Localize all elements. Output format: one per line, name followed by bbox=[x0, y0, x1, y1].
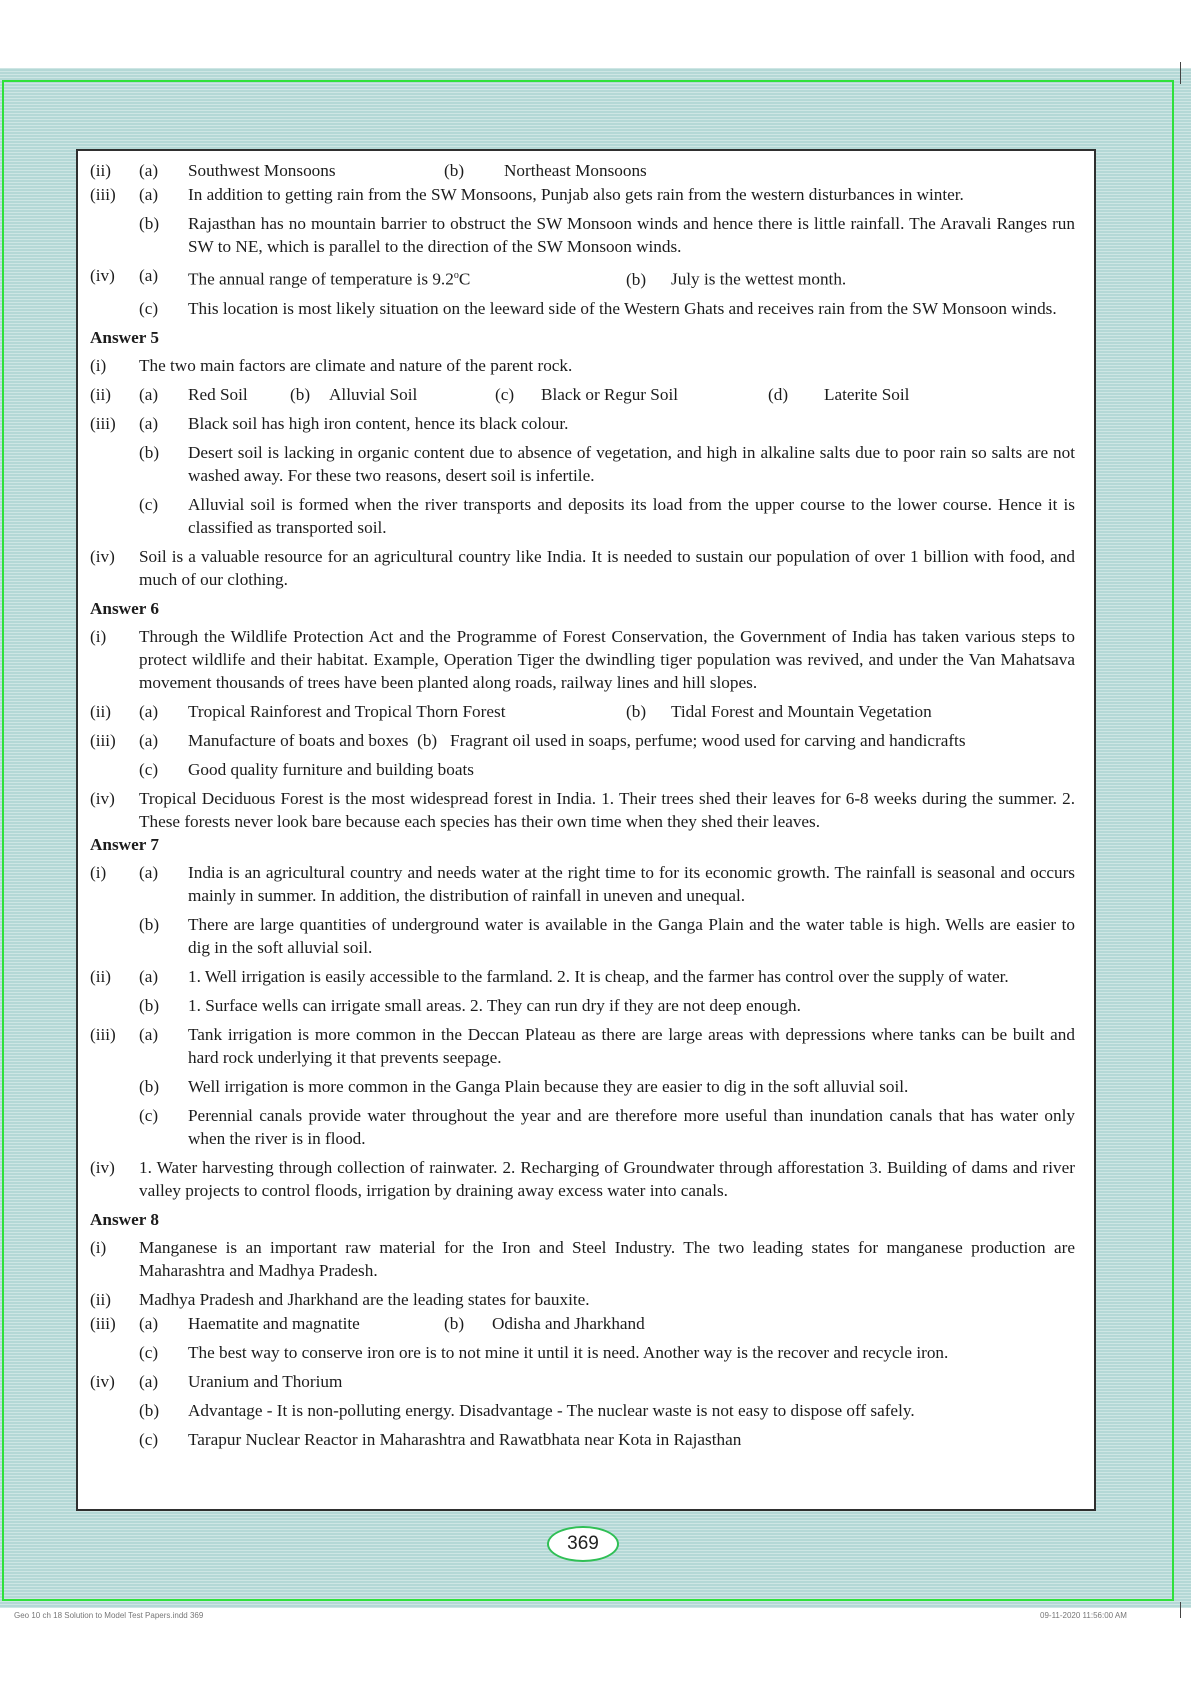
answer-text: Perennial canals provide water throughout the year and are therefore more useful than inundation canals that has water only when the river is in flood. bbox=[188, 1105, 1075, 1148]
q-number: (ii) bbox=[90, 384, 111, 404]
answer-heading: Answer 7 bbox=[90, 834, 159, 854]
sub-label: (b) bbox=[444, 1313, 465, 1333]
sub-label: (c) bbox=[139, 298, 159, 318]
footer-file-slug: Geo 10 ch 18 Solution to Model Test Papers.indd 369 bbox=[14, 1611, 204, 1620]
sub-label: (c) bbox=[139, 1342, 159, 1362]
answer-row bbox=[90, 994, 1075, 1017]
answer-text: Manufacture of boats and boxes (b) Fragrant oil used in soaps, perfume; wood used for carving and handicrafts bbox=[188, 730, 966, 750]
sub-label: (a) bbox=[139, 185, 159, 204]
sub-label: (a) bbox=[139, 862, 159, 882]
sub-label: (b) bbox=[626, 269, 647, 289]
q-number: (i) bbox=[90, 355, 107, 375]
q-number: (iv) bbox=[90, 546, 115, 566]
answer-row bbox=[90, 1156, 1075, 1202]
answer-row bbox=[90, 383, 1075, 406]
answer-text: Tarapur Nuclear Reactor in Maharashtra and Rawatbhata near Kota in Rajasthan bbox=[188, 1429, 742, 1449]
q-number: (ii) bbox=[90, 701, 111, 721]
q-number: (iv) bbox=[90, 788, 115, 808]
q-number: (i) bbox=[90, 626, 107, 646]
answer-text: C bbox=[458, 269, 471, 289]
answer-row bbox=[90, 1236, 1075, 1282]
answer-row bbox=[90, 264, 1075, 291]
answer-text: Black soil has high iron content, hence its black colour. bbox=[188, 413, 569, 433]
answer-content-box bbox=[76, 149, 1096, 1511]
answer-heading: Answer 8 bbox=[90, 1209, 159, 1229]
sub-label: (a) bbox=[139, 161, 159, 180]
sub-label: (a) bbox=[139, 730, 159, 750]
sub-label: (a) bbox=[139, 384, 159, 404]
answer-row bbox=[90, 354, 1075, 377]
footer-timestamp: 09-11-2020 11:56:00 AM bbox=[1040, 1611, 1127, 1620]
degree-sign: o bbox=[453, 270, 459, 281]
answer-text: The best way to conserve iron ore is to not mine it until it is need. Another way is the recover and recycle iron. bbox=[188, 1342, 949, 1362]
answer-text: Good quality furniture and building boats bbox=[188, 759, 474, 779]
answer-text: 1. Water harvesting through collection of rainwater. 2. Recharging of Groundwater through afforestation 3. Building of dams and river valley projects to control floods, irrigation by draining away excess water into canals. bbox=[139, 1157, 1075, 1200]
answer-text: Tropical Rainforest and Tropical Thorn Forest bbox=[188, 701, 506, 721]
answer-row bbox=[90, 545, 1075, 591]
answer-text: Tidal Forest and Mountain Vegetation bbox=[671, 701, 932, 721]
answer-row bbox=[90, 1312, 1075, 1335]
crop-mark bbox=[1180, 62, 1181, 84]
answer-row bbox=[90, 412, 1075, 435]
answer-text: Uranium and Thorium bbox=[188, 1371, 343, 1391]
sub-label: (a) bbox=[139, 1313, 159, 1333]
sub-label: (b) bbox=[139, 214, 160, 233]
answer-row bbox=[90, 1341, 1075, 1364]
answer-text: Black or Regur Soil bbox=[541, 384, 679, 404]
sub-label: (b) bbox=[290, 384, 311, 404]
q-number: (iv) bbox=[90, 1157, 115, 1177]
q-number: (iii) bbox=[90, 185, 116, 204]
answer-row bbox=[90, 861, 1075, 907]
answer-text: Advantage - It is non-polluting energy. Disadvantage - The nuclear waste is not easy to dispose off safely. bbox=[188, 1400, 915, 1420]
answer-row bbox=[90, 1428, 1075, 1451]
crop-mark bbox=[1180, 1602, 1181, 1618]
answer-text: The two main factors are climate and nature of the parent rock. bbox=[139, 355, 573, 375]
answer-row bbox=[90, 1104, 1075, 1150]
answer-row bbox=[90, 1399, 1075, 1422]
sub-label: (b) bbox=[626, 701, 647, 721]
sub-label: (a) bbox=[139, 266, 159, 285]
answer-row bbox=[90, 183, 1075, 206]
q-number: (i) bbox=[90, 1237, 107, 1257]
sub-label: (c) bbox=[139, 1429, 159, 1449]
answer-text: Soil is a valuable resource for an agricultural country like India. It is needed to sustain our population of over 1 billion with food, and much of our clothing. bbox=[139, 546, 1075, 589]
q-number: (iii) bbox=[90, 413, 116, 433]
answer-text: Odisha and Jharkhand bbox=[492, 1313, 645, 1333]
sub-label: (a) bbox=[139, 1024, 159, 1044]
q-number: (ii) bbox=[90, 1289, 111, 1309]
sub-label: (a) bbox=[139, 966, 159, 986]
answer-text: Rajasthan has no mountain barrier to obstruct the SW Monsoon winds and hence there is little rainfall. The Aravali Ranges run SW to NE, which is parallel to the direction of the SW Monsoon winds. bbox=[188, 214, 1075, 256]
answer-text: Red Soil bbox=[188, 384, 248, 404]
answer-text: Manganese is an important raw material for the Iron and Steel Industry. The two leading states for manganese production are Maharashtra and Madhya Pradesh. bbox=[139, 1237, 1075, 1280]
answer-text: Through the Wildlife Protection Act and the Programme of Forest Conservation, the Government of India has taken various steps to protect wildlife and their habitat. Example, Operation Tiger the dwindling tiger population was revived, and under the Van Mahatsava movement thousands of trees have been planted along roads, railway lines and hill slopes. bbox=[139, 626, 1075, 692]
answer-text: Haematite and magnatite bbox=[188, 1313, 360, 1333]
answer-text: Desert soil is lacking in organic content due to absence of vegetation, and high in alkaline salts due to poor rain so salts are not washed away. For these two reasons, desert soil is infertile. bbox=[188, 442, 1075, 485]
answer-text: July is the wettest month. bbox=[671, 269, 847, 289]
q-number: (ii) bbox=[90, 966, 111, 986]
answer-row bbox=[90, 729, 1075, 752]
answer-row bbox=[90, 965, 1075, 988]
answer-text: 1. Well irrigation is easily accessible to the farmland. 2. It is cheap, and the farmer has control over the supply of water. bbox=[188, 966, 1009, 986]
sub-label: (c) bbox=[495, 384, 515, 404]
q-number: (iii) bbox=[90, 730, 116, 750]
answer-row bbox=[90, 1288, 1075, 1311]
q-number: (iii) bbox=[90, 1024, 116, 1044]
answer-text: Alluvial soil is formed when the river transports and deposits its load from the upper course to the lower course. Hence it is classified as transported soil. bbox=[188, 494, 1075, 537]
sub-label: (b) bbox=[139, 914, 160, 934]
sub-label: (b) bbox=[444, 161, 465, 180]
answer-row bbox=[90, 787, 1075, 833]
sub-label: (c) bbox=[139, 1105, 159, 1125]
q-number: (iv) bbox=[90, 1371, 115, 1391]
answer-row bbox=[90, 758, 1075, 781]
answer-text: The annual range of temperature is 9.2 bbox=[188, 269, 454, 289]
sub-label: (b) bbox=[139, 1400, 160, 1420]
page-number: 369 bbox=[547, 1526, 619, 1562]
sub-label: (d) bbox=[768, 384, 789, 404]
sub-label: (c) bbox=[139, 494, 159, 514]
answer-text: Tropical Deciduous Forest is the most widespread forest in India. 1. Their trees shed their leaves for 6-8 weeks during the summer. 2. These forests never look bare because each species has their own time when they shed their leaves. bbox=[139, 788, 1075, 831]
sub-label: (c) bbox=[139, 759, 159, 779]
sub-label: (b) bbox=[139, 442, 160, 462]
answer-heading: Answer 5 bbox=[90, 327, 159, 347]
q-number: (ii) bbox=[90, 161, 111, 180]
answer-text: Laterite Soil bbox=[824, 384, 910, 404]
answer-row bbox=[90, 913, 1075, 959]
answer-text: Tank irrigation is more common in the Deccan Plateau as there are large areas with depressions where tanks can be built and hard rock underlying it that prevents seepage. bbox=[188, 1024, 1075, 1067]
answer-row bbox=[90, 1023, 1075, 1069]
q-number: (iv) bbox=[90, 266, 115, 285]
answer-text: India is an agricultural country and needs water at the right time to for its economic growth. The rainfall is seasonal and occurs mainly in summer. In addition, the distribution of rainfall in uneven and unequal. bbox=[188, 862, 1075, 905]
sub-label: (a) bbox=[139, 413, 159, 433]
sub-label: (b) bbox=[139, 995, 160, 1015]
sub-label: (b) bbox=[139, 1076, 160, 1096]
answer-row bbox=[90, 441, 1075, 487]
answer-row bbox=[90, 212, 1075, 258]
answer-row bbox=[90, 700, 1075, 723]
answer-text: In addition to getting rain from the SW Monsoons, Punjab also gets rain from the western disturbances in winter. bbox=[188, 185, 964, 204]
answer-text: Northeast Monsoons bbox=[504, 161, 647, 180]
sub-label: (a) bbox=[139, 701, 159, 721]
q-number: (i) bbox=[90, 862, 107, 882]
answer-text: 1. Surface wells can irrigate small areas. 2. They can run dry if they are not deep enough. bbox=[188, 995, 801, 1015]
answer-heading: Answer 6 bbox=[90, 598, 159, 618]
answer-row bbox=[90, 1370, 1075, 1393]
answer-row bbox=[90, 297, 1075, 320]
answer-row bbox=[90, 625, 1075, 694]
answer-row bbox=[90, 493, 1075, 539]
answer-text: Well irrigation is more common in the Ganga Plain because they are easier to dig in the soft alluvial soil. bbox=[188, 1076, 909, 1096]
answer-row bbox=[90, 1075, 1075, 1098]
q-number: (iii) bbox=[90, 1313, 116, 1333]
answer-text: There are large quantities of underground water is available in the Ganga Plain and the water table is high. Wells are easier to dig in the soft alluvial soil. bbox=[188, 914, 1075, 957]
sub-label: (a) bbox=[139, 1371, 159, 1391]
answer-text: Alluvial Soil bbox=[329, 384, 418, 404]
answer-text: Madhya Pradesh and Jharkhand are the leading states for bauxite. bbox=[139, 1289, 590, 1309]
answer-text: This location is most likely situation on the leeward side of the Western Ghats and receives rain from the SW Monsoon winds. bbox=[188, 298, 1057, 318]
answer-row bbox=[90, 159, 1075, 182]
answer-text: Southwest Monsoons bbox=[188, 161, 336, 180]
